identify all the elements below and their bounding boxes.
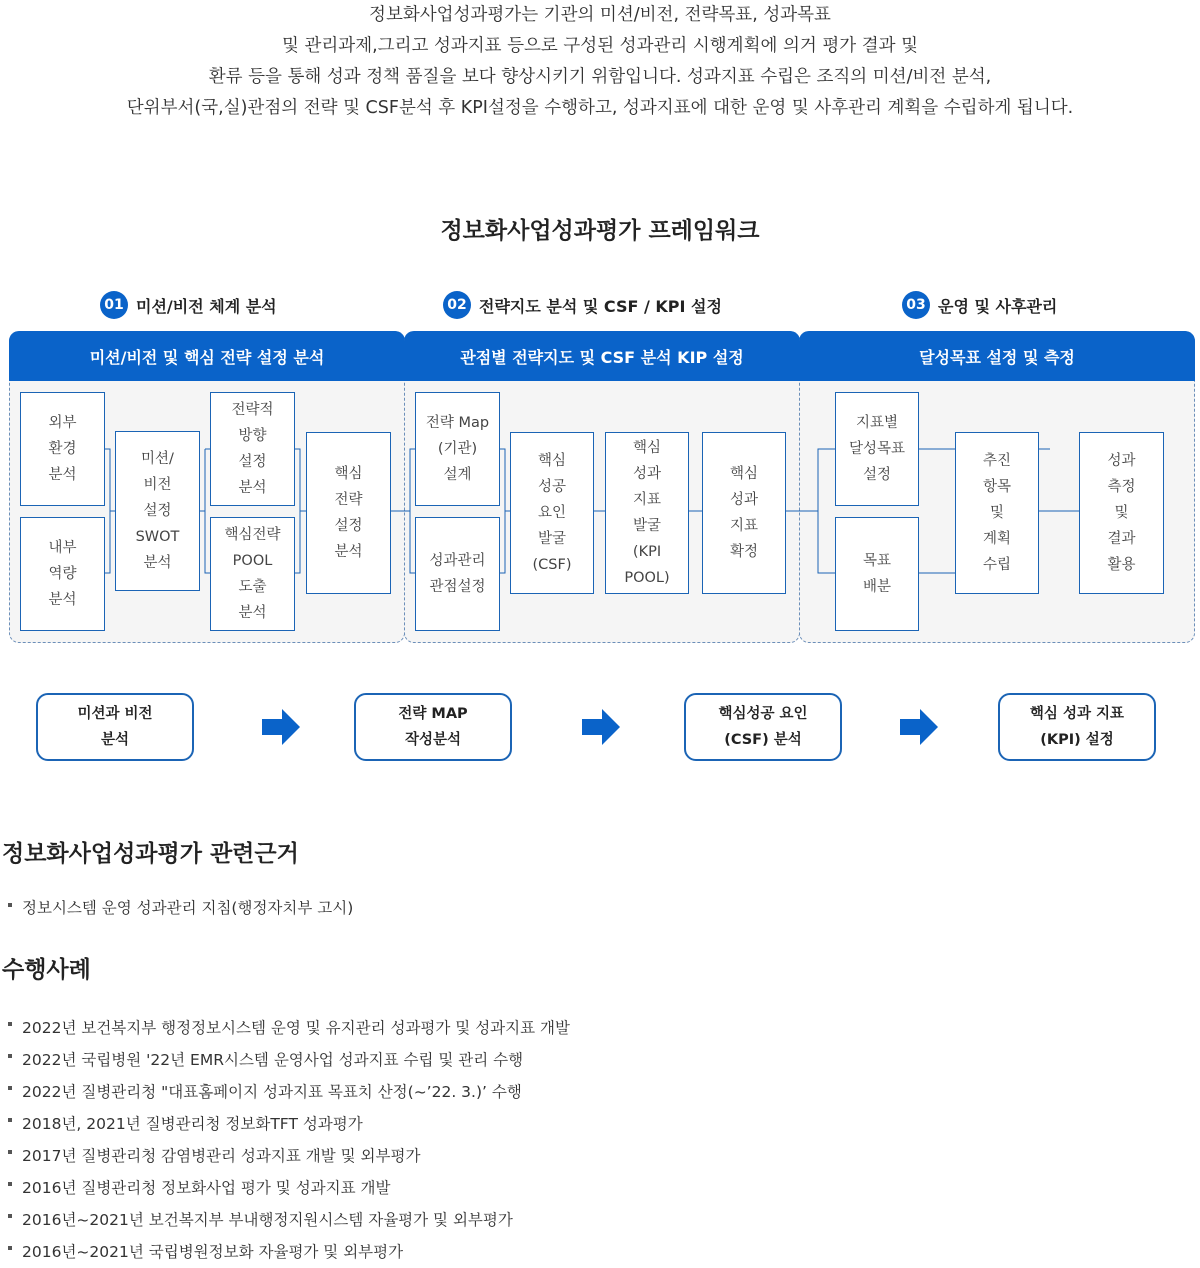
- intro-line: 단위부서(국,실)관점의 전략 및 CSF분석 후 KPI설정을 수행하고, 성과지표에 대한 운영 및 사후관리 계획을 수립하게 됩니다.: [126, 98, 1074, 118]
- basis-section-title: 정보화사업성과평가 관련근거: [2, 841, 299, 867]
- process-box-strategy-map: 전략 Map (기관) 설계: [415, 392, 500, 506]
- list-item: 2017년 질병관리청 감염병관리 성과지표 개발 및 외부평가: [4, 1140, 570, 1172]
- intro-line: 및 관리과제,그리고 성과지표 등으로 구성된 성과관리 시행계획에 의거 평가 결과 및: [282, 36, 918, 56]
- process-box-action-plan: 추진 항목 및 계획 수립: [955, 432, 1039, 594]
- list-item: 2022년 질병관리청 "대표홈페이지 성과지표 목표치 산정(~’22. 3.)’ 수행: [4, 1076, 570, 1108]
- flow-step-csf: 핵심성공 요인 (CSF) 분석: [684, 693, 842, 761]
- list-item: 2016년~2021년 국립병원정보화 자율평가 및 외부평가: [4, 1236, 570, 1268]
- process-box-external-analysis: 외부 환경 분석: [20, 392, 105, 506]
- stage-title: 운영 및 사후관리: [938, 296, 1058, 316]
- stage-title: 미션/비전 체계 분석: [136, 296, 277, 316]
- right-arrow-icon: [582, 709, 620, 745]
- intro-line: 정보화사업성과평가는 기관의 미션/비전, 전략목표, 성과목표: [369, 5, 831, 25]
- framework-title: 정보화사업성과평가 프레임워크: [440, 218, 760, 244]
- process-box-core-strategy: 핵심 전략 설정 분석: [306, 432, 391, 594]
- process-box-strategy-pool: 핵심전략 POOL 도출 분석: [210, 517, 295, 631]
- cases-list: [4, 1012, 570, 1268]
- process-box-mission-swot: 미션/ 비전 설정 SWOT 분석: [115, 431, 200, 591]
- intro-paragraph: [0, 0, 1200, 124]
- process-box-kpi-pool: 핵심 성과 지표 발굴 (KPI POOL): [605, 432, 689, 594]
- process-box-internal-analysis: 내부 역량 분석: [20, 517, 105, 631]
- list-item: 2018년, 2021년 질병관리청 정보화TFT 성과평가: [4, 1108, 570, 1140]
- basis-list: [4, 893, 353, 923]
- process-box-target-allocation: 목표 배분: [835, 517, 919, 631]
- list-item: 2022년 국립병원 '22년 EMR시스템 운영사업 성과지표 수립 및 관리 수행: [4, 1044, 570, 1076]
- flow-step-kpi: 핵심 성과 지표 (KPI) 설정: [998, 693, 1156, 761]
- right-arrow-icon: [900, 709, 938, 745]
- cases-section-title: 수행사례: [2, 957, 91, 983]
- stage-heading-3: [902, 291, 1057, 319]
- intro-line: 환류 등을 통해 성과 정책 품질을 보다 향상시키기 위함입니다. 성과지표 수립은 조직의 미션/비전 분석,: [208, 67, 992, 87]
- list-item: 2022년 보건복지부 행정정보시스템 운영 및 유지관리 성과평가 및 성과지표 개발: [4, 1012, 570, 1044]
- list-item: 정보시스템 운영 성과관리 지침(행정자치부 고시): [4, 893, 353, 923]
- process-box-perspective: 성과관리 관점설정: [415, 517, 500, 631]
- list-item: 2016년 질병관리청 정보화사업 평가 및 성과지표 개발: [4, 1172, 570, 1204]
- stage-heading-1: [100, 291, 277, 319]
- right-arrow-icon: [262, 709, 300, 745]
- stage-heading-2: [443, 291, 722, 319]
- panel-header: 달성목표 설정 및 측정: [799, 331, 1195, 381]
- stage-title: 전략지도 분석 및 CSF / KPI 설정: [479, 296, 722, 316]
- stage-number-badge: 02: [443, 291, 471, 319]
- process-box-strategic-direction: 전략적 방향 설정 분석: [210, 392, 295, 506]
- process-box-measurement: 성과 측정 및 결과 활용: [1079, 432, 1164, 594]
- process-box-kpi-confirm: 핵심 성과 지표 확정: [702, 432, 786, 594]
- list-item: 2016년~2021년 보건복지부 부내행정지원시스템 자율평가 및 외부평가: [4, 1204, 570, 1236]
- stage-number-badge: 03: [902, 291, 930, 319]
- panel-header: 미션/비전 및 핵심 전략 설정 분석: [9, 331, 405, 381]
- process-box-target-setting: 지표별 달성목표 설정: [835, 392, 919, 506]
- panel-header: 관점별 전략지도 및 CSF 분석 KIP 설정: [404, 331, 800, 381]
- flow-step-mission: 미션과 비전 분석: [36, 693, 194, 761]
- stage-number-badge: 01: [100, 291, 128, 319]
- process-box-csf: 핵심 성공 요인 발굴 (CSF): [510, 432, 594, 594]
- flow-step-strategy-map: 전략 MAP 작성분석: [354, 693, 512, 761]
